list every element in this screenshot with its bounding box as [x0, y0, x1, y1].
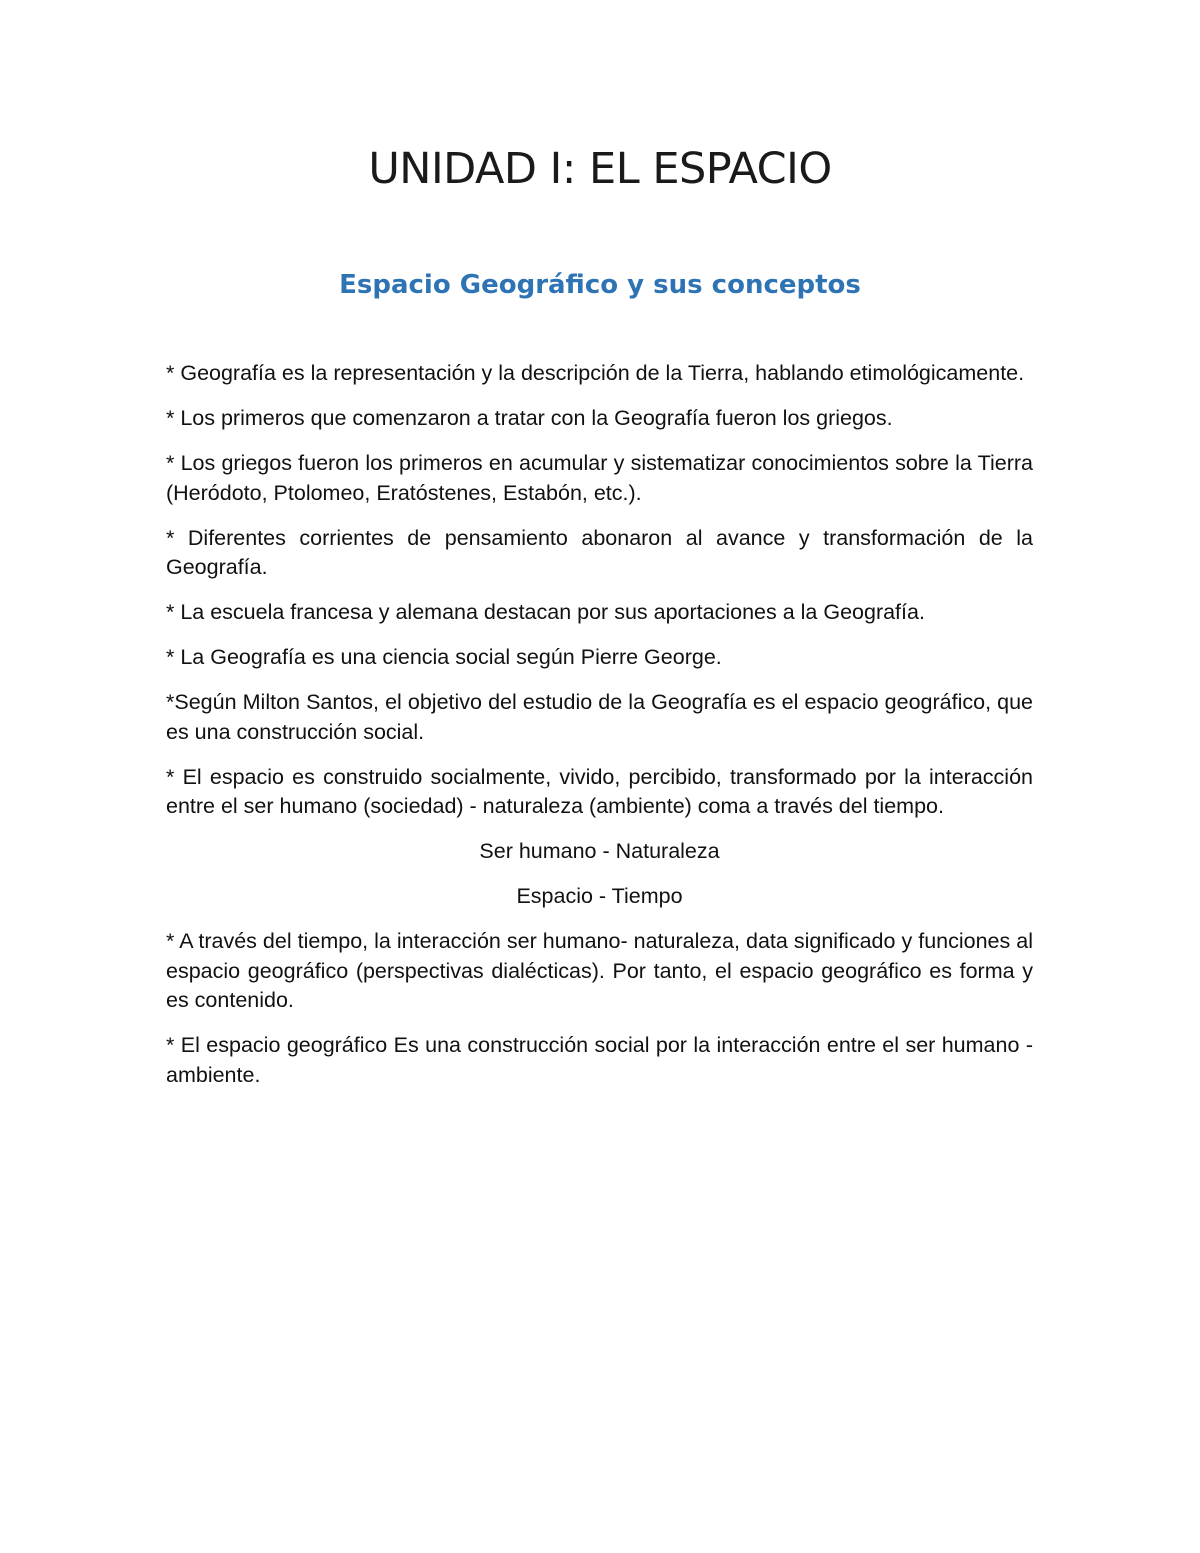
document-body [166, 359, 1033, 1106]
paragraph-escuela-francesa-alemana: * La escuela francesa y alemana destacan por sus aportaciones a la Geografía. [166, 600, 925, 624]
paragraph-a-traves-del-tiempo: * A través del tiempo, la interacción ser humano- naturaleza, data significado y funciones al espacio geográfico (perspectivas dialécticas). Por tanto, el espacio geográfico es forma y es contenido. [166, 929, 1033, 1012]
paragraph-corrientes-pensamiento: * Diferentes corrientes de pensamiento abonaron al avance y transformación de la Geografía. [166, 525, 1033, 579]
paragraph-espacio-construido: * El espacio es construido socialmente, vivido, percibido, transformado por la interacción entre el ser humano (sociedad) - naturaleza (ambiente) coma a través del tiempo. [166, 764, 1033, 818]
page-subtitle: Espacio Geográfico y sus conceptos [339, 270, 861, 300]
paragraph-ciencia-social: * La Geografía es una ciencia social según Pierre George. [166, 645, 722, 669]
centered-line-espacio-tiempo: Espacio - Tiempo [516, 884, 683, 908]
paragraph-griegos-conocimientos: * Los griegos fueron los primeros en acumular y sistematizar conocimientos sobre la Tierra (Heródoto, Ptolomeo, Eratóstenes, Estabón, etc.). [166, 451, 1033, 505]
paragraph-milton-santos: *Según Milton Santos, el objetivo del estudio de la Geografía es el espacio geográfico, que es una construcción social. [166, 690, 1033, 744]
paragraph-primeros-griegos: * Los primeros que comenzaron a tratar con la Geografía fueron los griegos. [166, 406, 893, 430]
paragraph-construccion-social: * El espacio geográfico Es una construcción social por la interacción entre el ser humano - ambiente. [166, 1033, 1033, 1087]
page-title: UNIDAD I: EL ESPACIO [368, 144, 832, 194]
centered-line-ser-humano-naturaleza: Ser humano - Naturaleza [479, 839, 720, 863]
paragraph-geografia-definicion: * Geografía es la representación y la descripción de la Tierra, hablando etimológicamente. [166, 361, 1025, 385]
